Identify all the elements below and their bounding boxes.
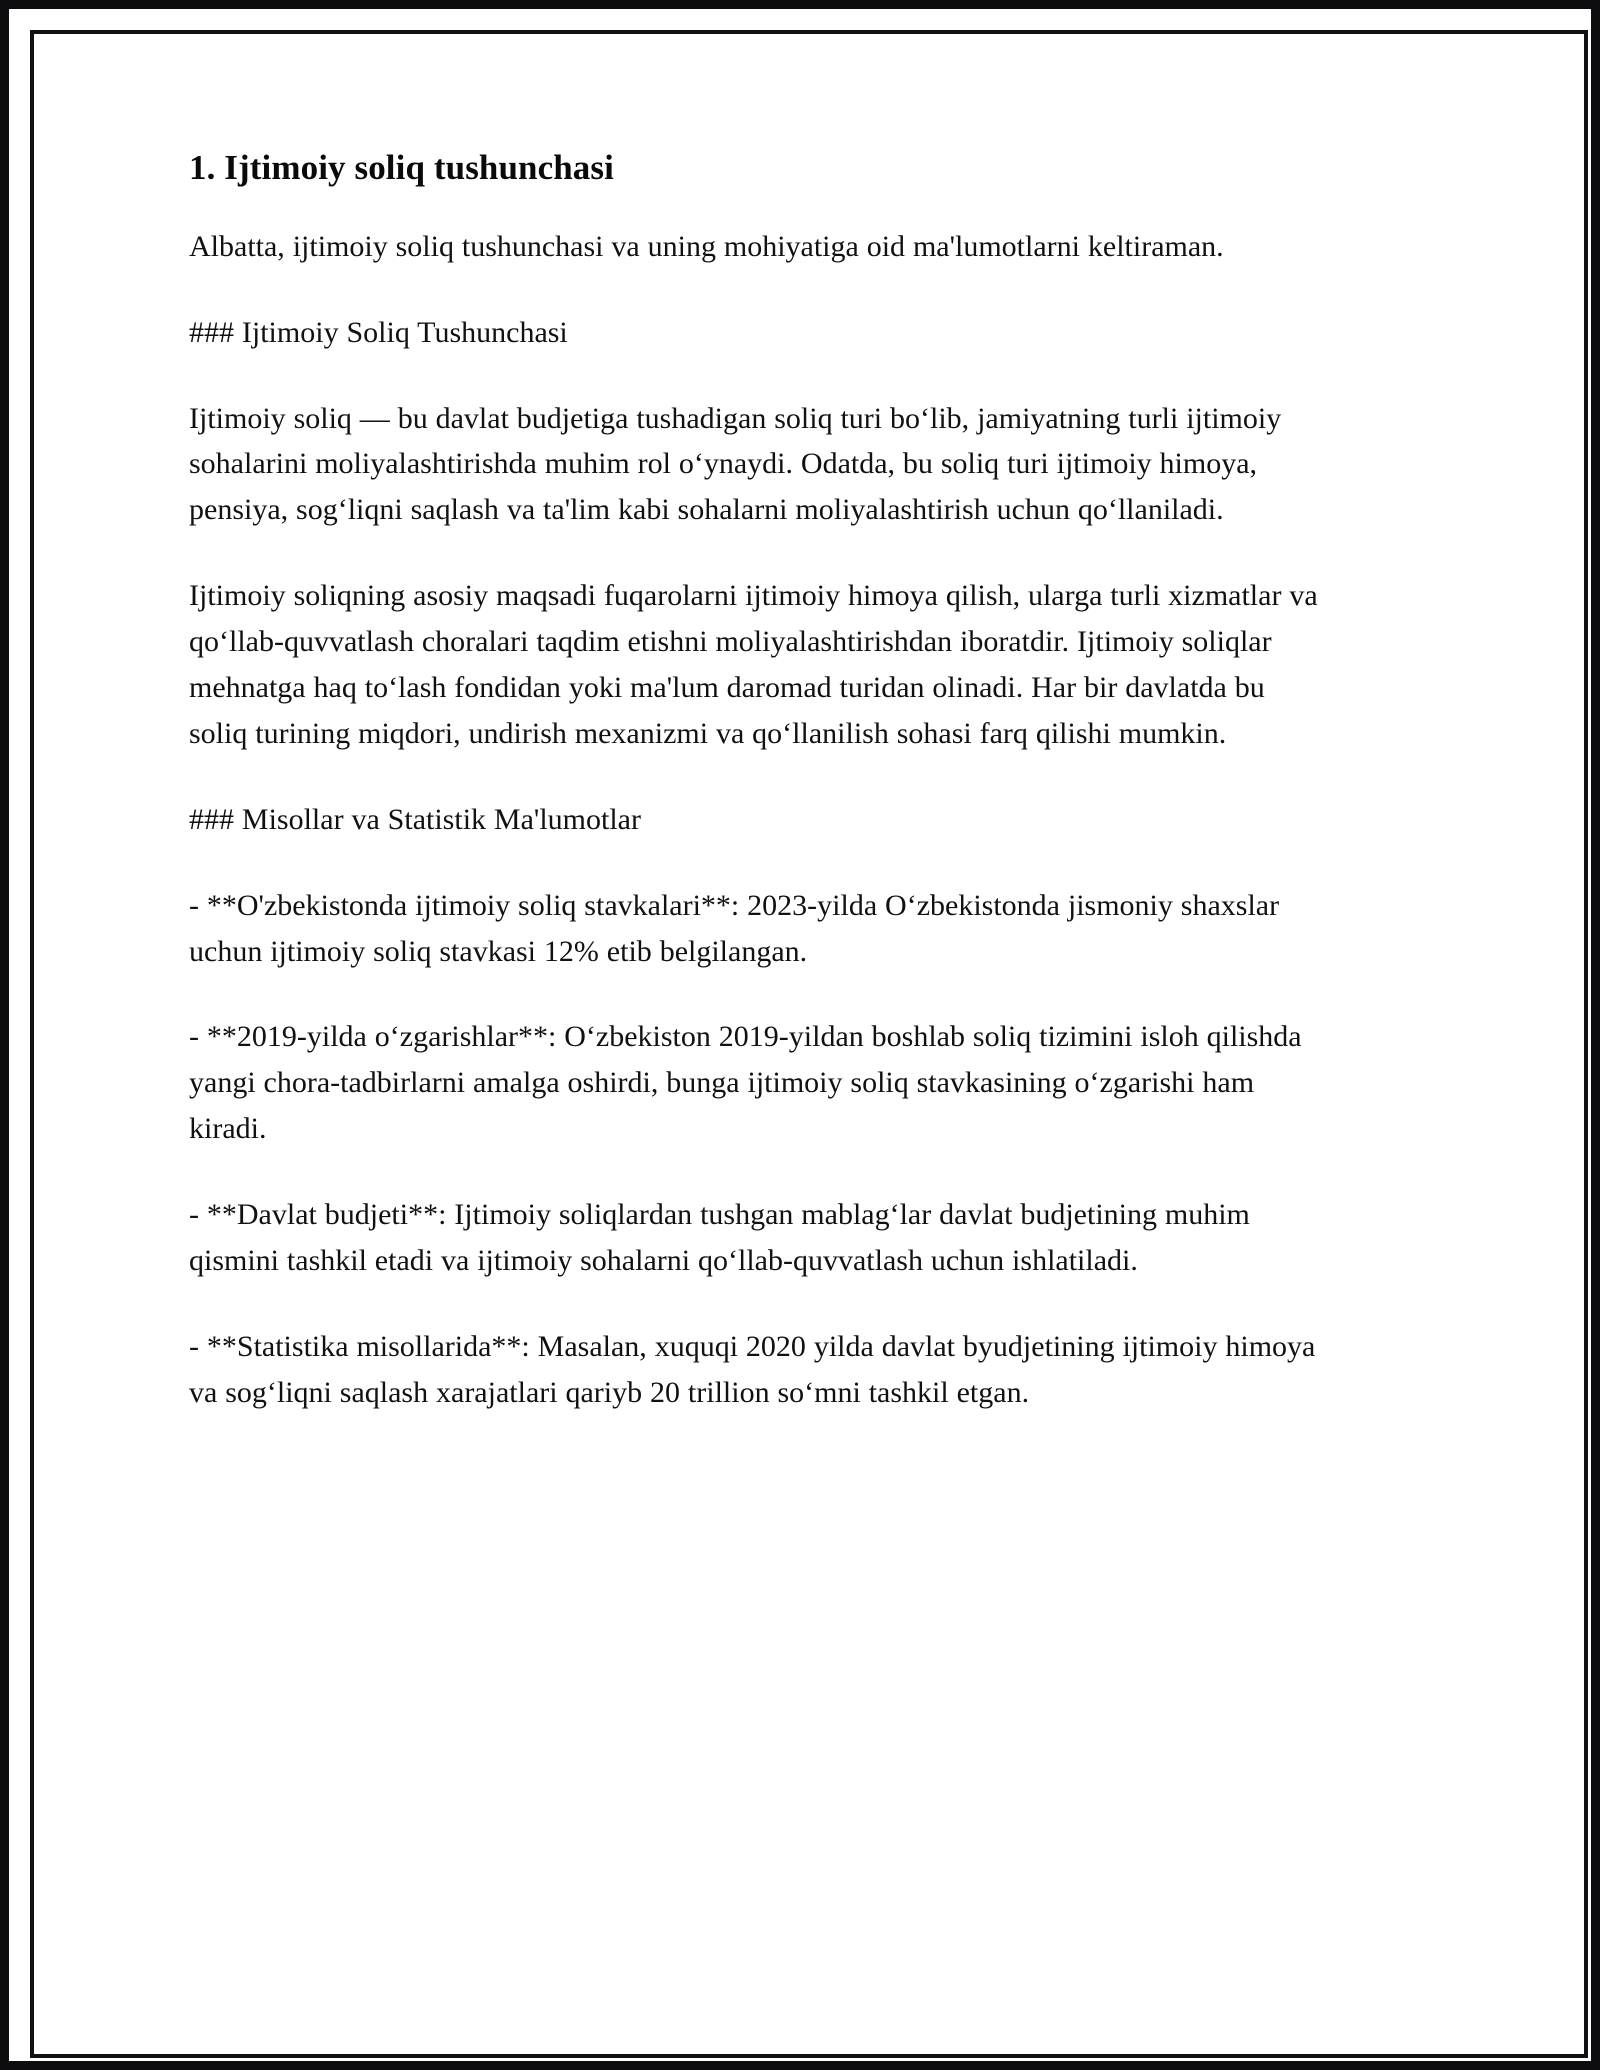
paragraph-intro: Albatta, ijtimoiy soliq tushunchasi va uning mohiyatiga oid ma'lumotlarni keltiraman. [189, 229, 1224, 263]
list-item-tax-rates: - **O'zbekistonda ijtimoiy soliq stavkalari**: 2023-yilda O‘zbekistonda jismoniy shaxslar uchun ijtimoiy soliq stavkasi 12% etib belgilangan. [189, 888, 1280, 968]
paragraph-purpose: Ijtimoiy soliqning asosiy maqsadi fuqarolarni ijtimoiy himoya qilish, ularga turli xizmatlar va qo‘llab-quvvatlash choralari taqdim etishni moliyalashtirishdan iboratdir. Ijtimoiy soliqlar mehnatga haq to‘lash fondidan yoki ma'lum daromad turidan olinadi. Har bir davlatda bu soliq turining miqdori, undirish mexanizmi va qo‘llanilish sohasi farq qilishi mumkin. [189, 579, 1318, 750]
markdown-heading-ijtimoiy-soliq-tushunchasi: ### Ijtimoiy Soliq Tushunchasi [189, 315, 568, 349]
list-item-state-budget: - **Davlat budjeti**: Ijtimoiy soliqlardan tushgan mablag‘lar davlat budjetining muhim qismini tashkil etadi va ijtimoiy sohalarni qo‘llab-quvvatlash uchun ishlatiladi. [189, 1198, 1250, 1277]
list-item-2019-changes: - **2019-yilda o‘zgarishlar**: O‘zbekiston 2019-yildan boshlab soliq tizimini isloh qilishda yangi chora-tadbirlarni amalga oshirdi, bunga ijtimoiy soliq stavkasining o‘zgarishi ham kiradi. [189, 1020, 1302, 1146]
list-item-statistics: - **Statistika misollarida**: Masalan, xuquqi 2020 yilda davlat byudjetining ijtimoiy himoya va sog‘liqni saqlash xarajatlari qariyb 20 trillion so‘mni tashkil etgan. [189, 1329, 1316, 1409]
page-border [30, 30, 1588, 2058]
markdown-heading-misollar-va-statistik-malumotlar: ### Misollar va Statistik Ma'lumotlar [189, 802, 641, 836]
page-mat [9, 9, 1591, 2061]
paragraph-definition: Ijtimoiy soliq — bu davlat budjetiga tushadigan soliq turi bo‘lib, jamiyatning turli ijtimoiy sohalarini moliyalashtirishda muhim rol o‘ynaydi. Odatda, bu soliq turi ijtimoiy himoya, pensiya, sog‘liqni saqlash va ta'lim kabi sohalarni moliyalashtirish uchun qo‘llaniladi. [189, 401, 1282, 527]
document-body [34, 34, 1584, 2054]
page-title: 1. Ijtimoiy soliq tushunchasi [189, 148, 614, 187]
